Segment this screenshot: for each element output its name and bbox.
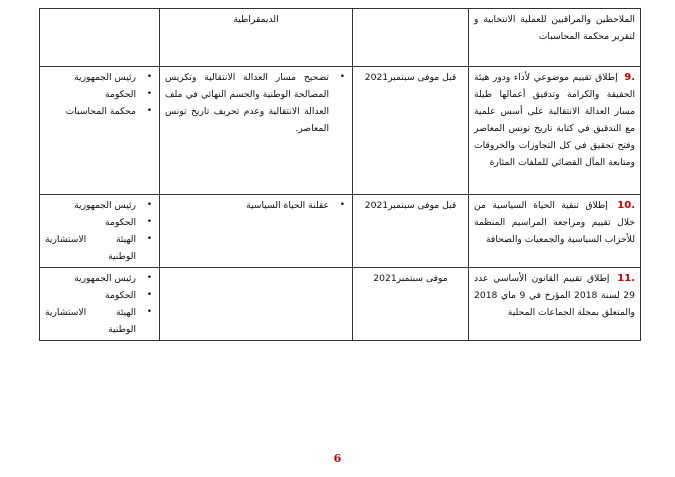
responsible-cell (40, 9, 160, 67)
date-text: قبل موفى سبتمبر2021 (364, 200, 457, 211)
list-item: • رئيس الجمهورية (45, 197, 140, 214)
responsible-list (45, 197, 154, 265)
list-item: • الحكومة (45, 86, 140, 103)
action-text: إطلاق تقييم القانون الأساسي عدد 29 لسنة 2018 المؤرخ في 9 ماي 2018 والمتعلق بمجلة الجماعات المحلية (474, 273, 635, 318)
page-number: 6 (333, 452, 342, 465)
list-item: • رئيس الجمهورية (45, 69, 140, 86)
list-item: • الحكومة (45, 214, 140, 231)
date-cell (353, 9, 469, 67)
goal-cell (160, 195, 353, 268)
responsible-cell (40, 67, 160, 195)
item-number: .9 (624, 72, 636, 83)
list-item: • رئيس الجمهورية (45, 270, 140, 287)
item-number: .11 (617, 273, 635, 284)
list-item: • الهيئة الاستشارية الوطنية (45, 304, 140, 338)
date-cell (353, 268, 469, 341)
responsible-cell (40, 195, 160, 268)
action-text: إطلاق تقييم موضوعي لأداء ودور هيئة الحقيقة والكرامة وتدقيق أعمالها طيلة مسار العدالة الانتقالية على أسس علمية مع التدقيق في كتابة تاريخ تونس المعاصر وفتح تحقيق في كل التجاوزات والخروقات ومتابعة المآل القضائي للملفات المثارة (474, 72, 635, 168)
goal-cell (160, 9, 353, 67)
goal-cell (160, 67, 353, 195)
date-cell (353, 67, 469, 195)
date-text: قبل موفى سبتمبر2021 (364, 72, 457, 83)
action-cell (469, 195, 641, 268)
date-text: موفى سبتمبر2021 (373, 273, 448, 284)
list-item: • عقلنة الحياة السياسية (165, 197, 333, 214)
goal-text: الديمقراطية (233, 14, 279, 25)
list-item: • تصحيح مسار العدالة الانتقالية وتكريس المصالحة الوطنية والحسم النهائي في ملف العدالة الانتقالية وعدم تحريف تاريخ تونس المعاصر. (165, 69, 333, 137)
action-text: إطلاق تنقية الحياة السياسية من خلال تقييم ومراجعة المراسيم المنظمة للأحزاب السياسية والجمعيات والصحافة (474, 200, 635, 245)
item-number: .10 (617, 200, 635, 211)
goal-list (165, 69, 347, 137)
action-cell (469, 9, 641, 67)
goal-cell (160, 268, 353, 341)
list-item: • الهيئة الاستشارية الوطنية (45, 231, 140, 265)
list-item: • محكمة المحاسبات (45, 103, 140, 120)
goal-list (165, 197, 347, 214)
table-row (40, 268, 641, 341)
list-item: • الحكومة (45, 287, 140, 304)
action-cell (469, 268, 641, 341)
responsible-list (45, 270, 154, 338)
table-row (40, 195, 641, 268)
table-row (40, 9, 641, 67)
responsible-cell (40, 268, 160, 341)
table-row (40, 67, 641, 195)
action-cell (469, 67, 641, 195)
date-cell (353, 195, 469, 268)
measures-table (39, 8, 641, 341)
action-text: الملاحظين والمراقبين للعملية الانتخابية و لتقرير محكمة المحاسبات (474, 14, 635, 42)
responsible-list (45, 69, 154, 120)
